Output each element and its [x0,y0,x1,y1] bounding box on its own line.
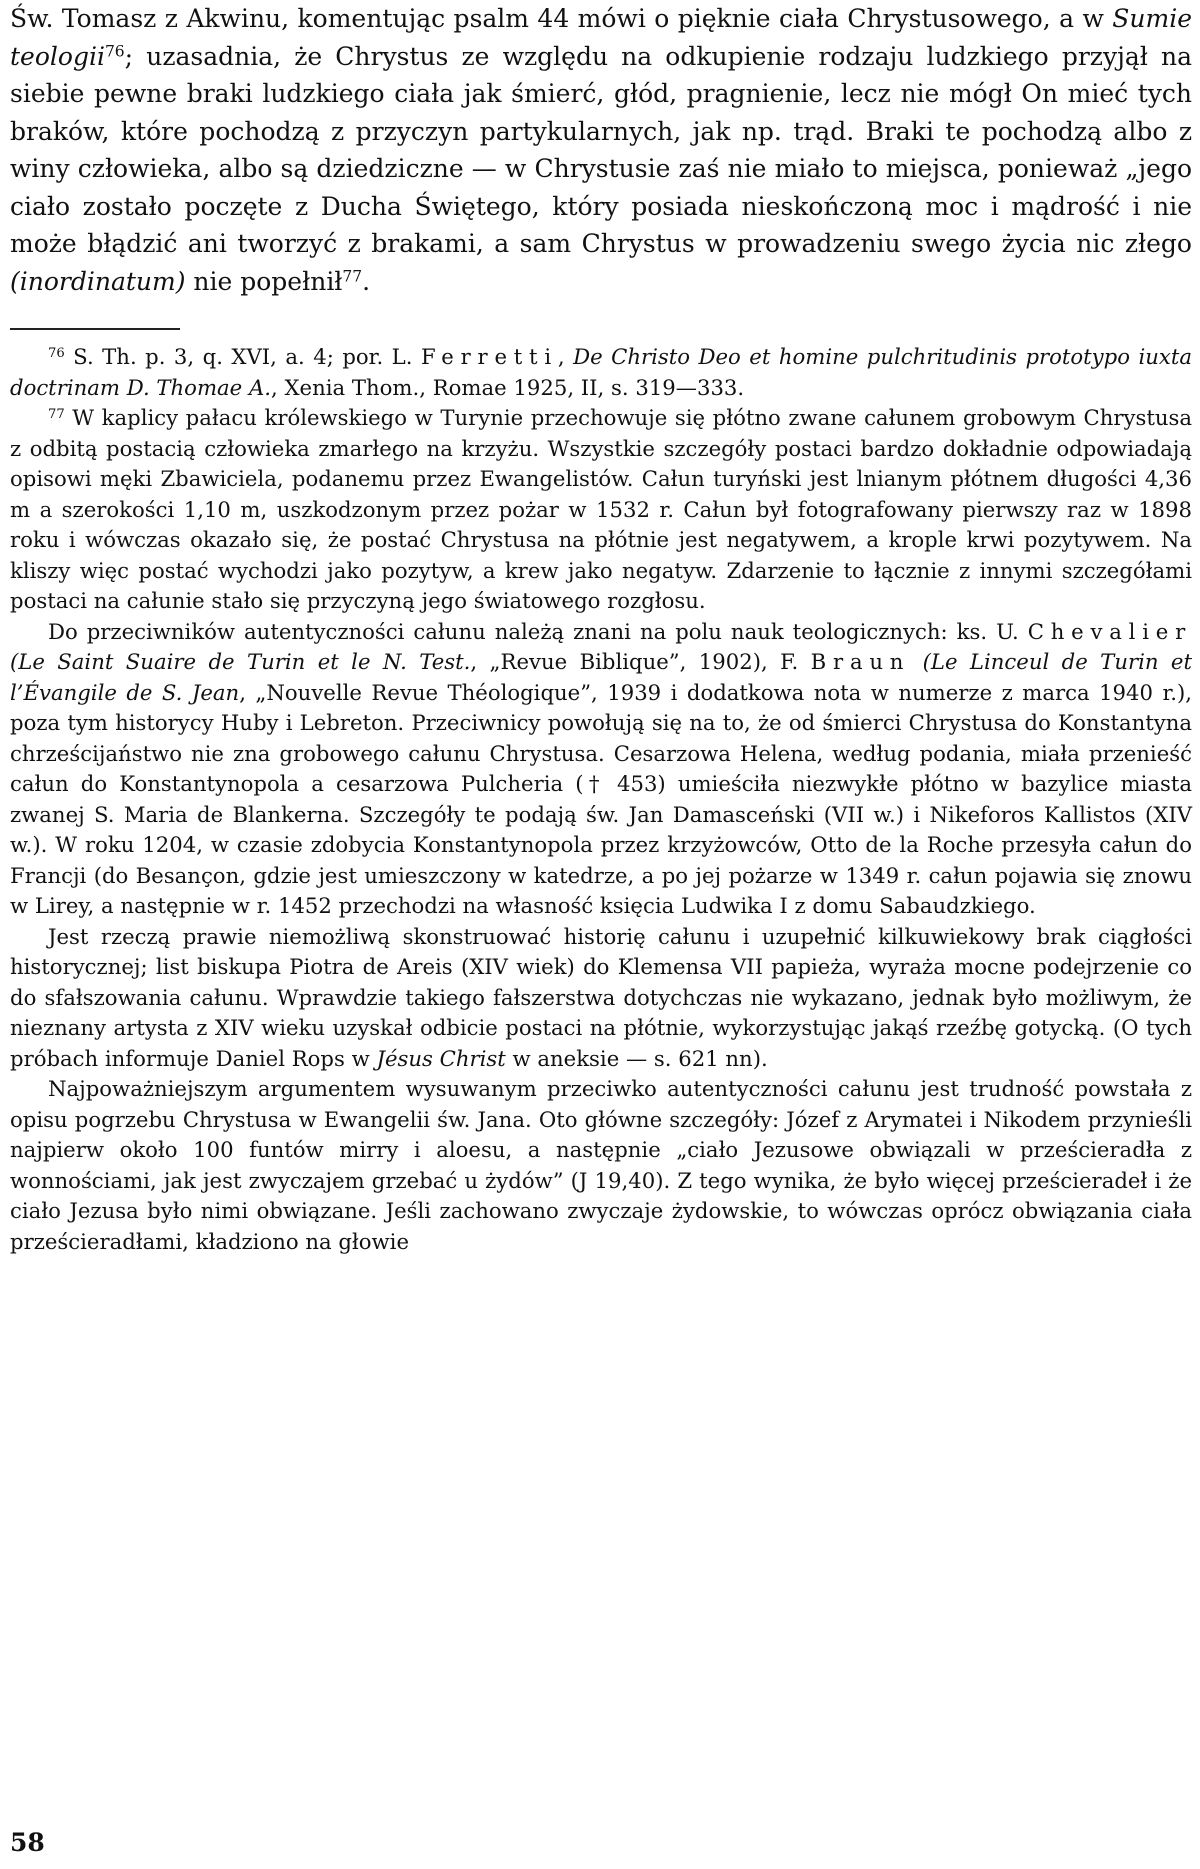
text-run: nie popełnił [185,266,343,296]
footnote-separator [10,328,180,330]
italic-title: Jésus Christ [376,1045,506,1071]
text-run: Do przeciwników autentyczności całunu należą znani na polu nauk teologicznych: ks. U. [48,618,1028,644]
footnote-ref-76: 76 [104,41,125,60]
footnote-number: 76 [48,345,65,361]
text-run: Jest rzeczą prawie niemożliwą skonstruować historię całunu i uzupełnić kilkuwiekowy brak ciągłości historycznej; list biskupa Piotra de Areis (XIV wiek) do Klemensa VII papieża, wyraża mocne podejrzenie co do sfałszowania całunu. Wprawdzie takiego fałszerstwa dotychczas nie wykazano, jednak było możliwym, że nieznany artysta z XIV wieku uzyskał odbicie postaci na płótnie, wykorzystując jakąś rzeźbę gotycką. (O tych próbach informuje Daniel Rops w [10,923,1192,1071]
text-run: , Xenia Thom., Romae 1925, II, s. 319—333. [270,374,745,400]
footnote-ref-77: 77 [342,266,363,285]
spaced-author-name: Ferretti [420,344,558,369]
footnote-77-paragraph-4 [10,1074,1192,1257]
text-run [910,649,922,674]
text-run: . [362,266,371,296]
italic-title: De Christo Deo et homine pulchritudinis prototypo iuxta doctrinam D. Thomae A. [10,344,1192,400]
spaced-author-name: Braun [810,649,911,674]
text-run: Św. Tomasz z Akwinu, komentując psalm 44 mówi o pięknie ciała Chrystusowego, a w [10,4,1113,33]
text-run: w aneksie — s. 621 nn). [505,1045,768,1071]
text-run: , [557,344,574,369]
italic-title: (Le Linceul de Turin et l’Évangile de S. Jean [10,649,1192,705]
footnote-76 [10,342,1192,403]
spaced-author-name: Chevalier [1027,618,1192,644]
text-run: ; uzasadnia, że Chrystus ze względu na odkupienie rodzaju ludzkiego przyjął na siebie pewne braki ludzkiego ciała jak śmierć, głód, pragnienie, lecz nie mógł On mieć tych braków, które pochodzą z przyczyn partykularnych, jak np. trąd. Braki te pochodzą albo z winy człowieka, albo są dziedziczne — w Chrystusie zaś nie miało to miejsca, ponieważ „jego ciało zostało poczęte z Ducha Świętego, który posiada nieskończoną moc i mądrość i nie może błądzić ani tworzyć z brakami, a sam Chrystus w prowadzeniu swego życia nic złego [10,41,1192,258]
text-run: , „Nouvelle Revue Théologique”, 1939 i dodatkowa nota w numerze z marca 1940 r.), poza tym historycy Huby i Lebreton. Przeciwnicy powołują się na to, że od śmierci Chrystusa do Konstantyna chrześcijaństwo nie zna grobowego całunu Chrystusa. Cesarzowa Helena, według podania, miała przenieść całun do Konstantynopola a cesarzowa Pulcheria († 453) umieściła niezwykłe płótno w bazylice miasta zwanej S. Maria de Blankerna. Szczegóły te podają św. Jan Damasceński (VII w.) i Nikeforos Kallistos (XIV w.). W roku 1204, w czasie zdobycia Konstantynopola przez krzyżowców, Otto de la Roche przesyła całun do Francji (do Besançon, gdzie jest umieszczony w katedrze, a po jej pożarze w 1349 r. całun pojawia się znowu w Lirey, a następnie w r. 1452 przechodzi na własność księcia Ludwika I z domu Sabaudzkiego. [10,679,1192,918]
footnote-77-paragraph-3 [10,922,1192,1075]
footnotes-section [10,342,1192,1257]
page-number: 58 [10,1828,45,1857]
italic-title: Sumie teologii [10,4,1192,71]
footnote-number: 77 [48,406,65,422]
text-run: W kaplicy pałacu królewskiego w Turynie przechowuje się płótno zwane całunem grobowym Chrystusa z odbitą postacią człowieka zmarłego na krzyżu. Wszystkie szczegóły postaci bardzo dokładnie odpowiadają opisowi męki Zbawiciela, podanemu przez Ewangelistów. Całun turyński jest lnianym płótnem długości 4,36 m a szerokości 1,10 m, uszkodzonym przez pożar w 1532 r. Całun był fotografowany pierwszy raz w 1898 roku i wówczas okazało się, że postać Chrystusa na płótnie jest negatywem, a krople krwi pozytywem. Na kliszy więc postać wychodzi jako pozytyw, a krew jako negatyw. Zdarzenie to łącznie z innymi szczegółami postaci na całunie stało się przyczyną jego światowego rozgłosu. [10,405,1192,613]
italic-term: (inordinatum) [10,266,186,296]
footnote-77 [10,403,1192,617]
italic-title: (Le Saint Suaire de Turin et le N. Test. [10,649,471,674]
text-run: S. Th. p. 3, q. XVI, a. 4; por. L. [64,344,421,369]
footnote-77-paragraph-2 [10,617,1192,922]
text-run: , „Revue Biblique”, 1902), F. [470,649,811,674]
main-paragraph [10,0,1192,300]
text-run: Najpoważniejszym argumentem wysuwanym przeciwko autentyczności całunu jest trudność powstała z opisu pogrzebu Chrystusa w Ewangelii św. Jana. Oto główne szczegóły: Józef z Arymatei i Nikodem przynieśli najpierw około 100 funtów mirry i aloesu, a następnie „ciało Jezusowe obwiązali w prześcieradła z wonnościami, jak jest zwyczajem grzebać u żydów” (J 19,40). Z tego wynika, że było więcej prześcieradeł i że ciało Jezusa było nimi obwiązane. Jeśli zachowano zwyczaje żydowskie, to wówczas oprócz obwiązania ciała prześcieradłami, kładziono na głowie [10,1076,1192,1254]
